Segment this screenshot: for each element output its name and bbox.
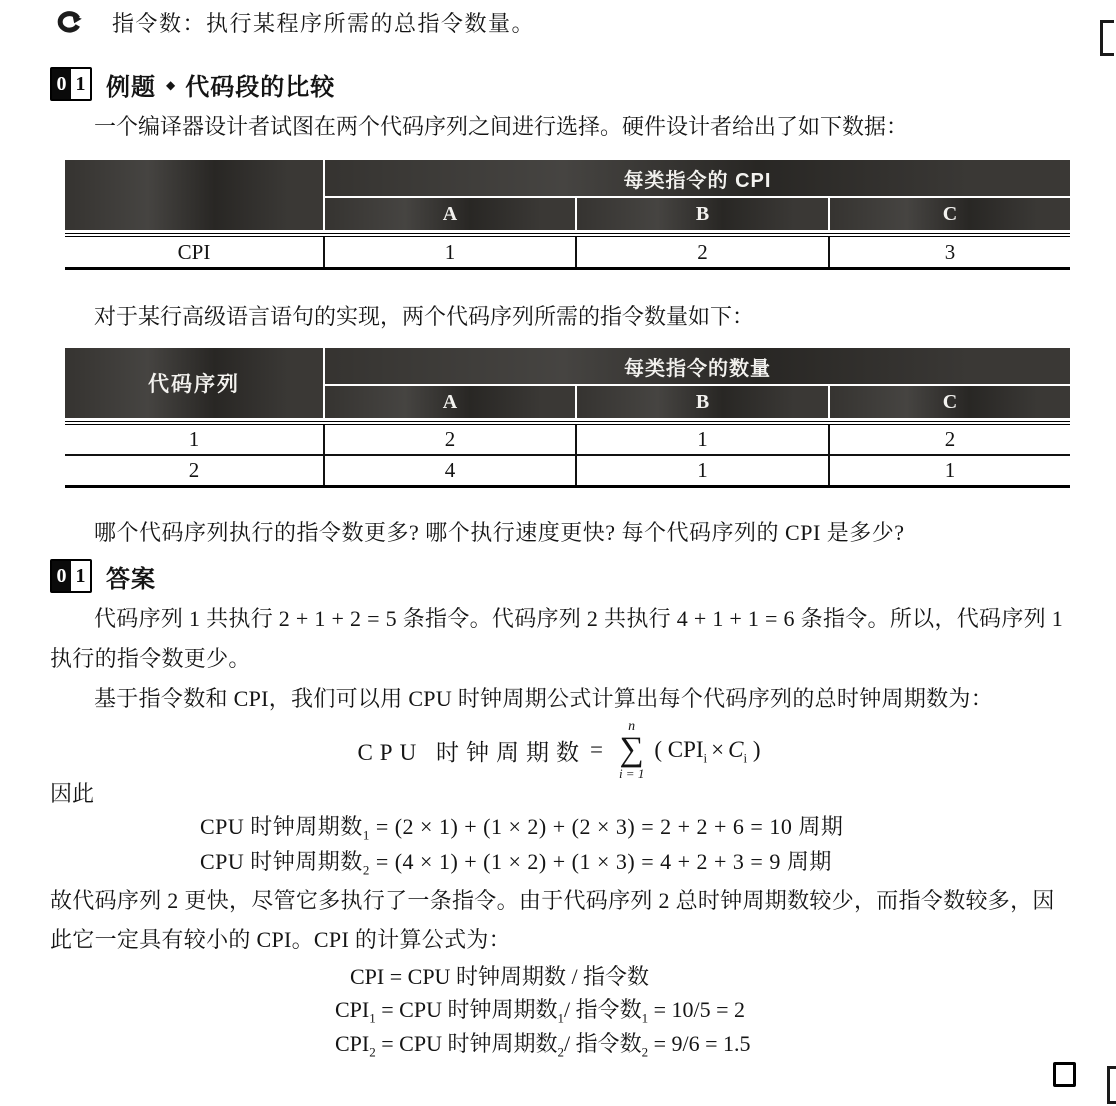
cpu-clock-cycles-formula bbox=[50, 721, 1068, 779]
question-paragraph: 哪个代码序列执行的指令数更多? 哪个执行速度更快? 每个代码序列的 CPI 是多少? bbox=[94, 520, 905, 545]
table-cell: 2 bbox=[323, 425, 575, 454]
badge-zero: 0 bbox=[52, 69, 71, 99]
column-header-a: A bbox=[325, 198, 575, 230]
circular-arrow-icon bbox=[56, 10, 82, 34]
table-group-header: 每类指令的 CPI bbox=[325, 160, 1070, 196]
page-edge-mark-top bbox=[1100, 20, 1114, 56]
answer-paragraph-2: 基于指令数和 CPI，我们可以用 CPU 时钟周期公式计算出每个代码序列的总时钟周期数为： bbox=[94, 686, 994, 711]
table-cell: 1 bbox=[828, 456, 1070, 485]
sigma-upper-limit: n bbox=[628, 719, 636, 735]
conclusion-paragraph: 故代码序列 2 更快，尽管它多执行了一条指令。由于代码序列 2 总时钟周期数较少，而指令数较多，因此它一定具有较小的 CPI。CPI 的计算公式为： bbox=[50, 888, 1055, 952]
table-cell: 2 bbox=[828, 425, 1070, 454]
sigma-lower-limit: i = 1 bbox=[618, 765, 645, 781]
table-corner-cell bbox=[65, 160, 323, 230]
badge-one: 1 bbox=[71, 561, 90, 591]
cpi-calc-2: $CPI_2$ = CPU 时钟周期数$_2$/ 指令数$_2$ = 9/6 = 1.5 bbox=[335, 1031, 751, 1060]
section-badge-01 bbox=[50, 67, 92, 101]
equals-sign: = bbox=[589, 737, 603, 762]
sigma-notation bbox=[619, 720, 644, 779]
table-cell: 4 bbox=[323, 456, 575, 485]
table-cell: 1 bbox=[575, 425, 828, 454]
table-cell: 2 bbox=[575, 237, 828, 267]
example-heading bbox=[50, 66, 1068, 102]
therefore-text: 因此 bbox=[50, 781, 95, 806]
table-group-header: 每类指令的数量 bbox=[325, 348, 1070, 384]
answer-heading bbox=[50, 558, 1068, 594]
formula-lhs: CPU 时钟周期数 bbox=[357, 739, 586, 765]
cpi-table-header bbox=[65, 160, 1070, 230]
table-cell: 1 bbox=[323, 237, 575, 267]
column-header-b: B bbox=[577, 198, 828, 230]
table-row bbox=[65, 237, 1070, 267]
table-cell: 3 bbox=[828, 237, 1070, 267]
sigma-icon: ∑ bbox=[619, 731, 644, 769]
answer-label: 答案 bbox=[106, 565, 156, 593]
badge-zero: 0 bbox=[52, 561, 71, 591]
column-header-c: C bbox=[830, 386, 1070, 418]
table-cell: CPI bbox=[177, 239, 211, 264]
clock-cycles-calc-1: CPU 时钟周期数$_1$ = (2 × 1) + (1 × 2) + (2 × 3) = 2 + 2 + 6 = 10 周期 bbox=[200, 814, 844, 843]
table-cell: 1 bbox=[188, 427, 200, 451]
answer-paragraph-1: 代码序列 1 共执行 2 + 1 + 2 = 5 条指令。代码序列 2 共执行 4 + 1 + 1 = 6 条指令。所以，代码序列 1 执行的指令数更少。 bbox=[50, 606, 1064, 671]
badge-one: 1 bbox=[71, 69, 90, 99]
formula-term: ( $CPI_i \times C_i$ ) bbox=[654, 737, 761, 766]
page-edge-mark-bottom bbox=[1107, 1066, 1116, 1104]
instruction-count-table-header bbox=[65, 348, 1070, 418]
section-badge-01 bbox=[50, 559, 92, 593]
instruction-count-table bbox=[65, 348, 1070, 488]
column-header-b: B bbox=[577, 386, 828, 418]
column-header-a: A bbox=[325, 386, 575, 418]
table-row bbox=[65, 425, 1070, 454]
table-corner-cell: 代码序列 bbox=[65, 348, 323, 418]
column-header-c: C bbox=[830, 198, 1070, 230]
diamond-icon: ◆ bbox=[166, 77, 176, 92]
cpi-definition-formula: CPI = CPU 时钟周期数 / 指令数 bbox=[350, 964, 650, 989]
cpi-calc-1: $CPI_1$ = CPU 时钟周期数$_1$/ 指令数$_1$ = 10/5 = 2 bbox=[335, 997, 746, 1026]
end-of-example-marker bbox=[1053, 1062, 1076, 1087]
example-title: 代码段的比较 bbox=[185, 73, 336, 101]
table-row bbox=[65, 454, 1070, 485]
clock-cycles-calc-2: CPU 时钟周期数$_2$ = (4 × 1) + (1 × 2) + (1 × 3) = 4 + 2 + 3 = 9 周期 bbox=[200, 849, 832, 878]
cpi-table bbox=[65, 160, 1070, 270]
table-cell: 1 bbox=[575, 456, 828, 485]
intro-paragraph: 一个编译器设计者试图在两个代码序列之间进行选择。硬件设计者给出了如下数据： bbox=[94, 114, 909, 139]
table-cell: 2 bbox=[188, 458, 200, 482]
definition-text: 指令数：执行某程序所需的总指令数量。 bbox=[112, 10, 536, 36]
definition-line bbox=[56, 8, 1068, 36]
between-tables-paragraph: 对于某行高级语言语句的实现，两个代码序列所需的指令数量如下： bbox=[94, 304, 755, 329]
example-label: 例题 bbox=[106, 73, 156, 101]
